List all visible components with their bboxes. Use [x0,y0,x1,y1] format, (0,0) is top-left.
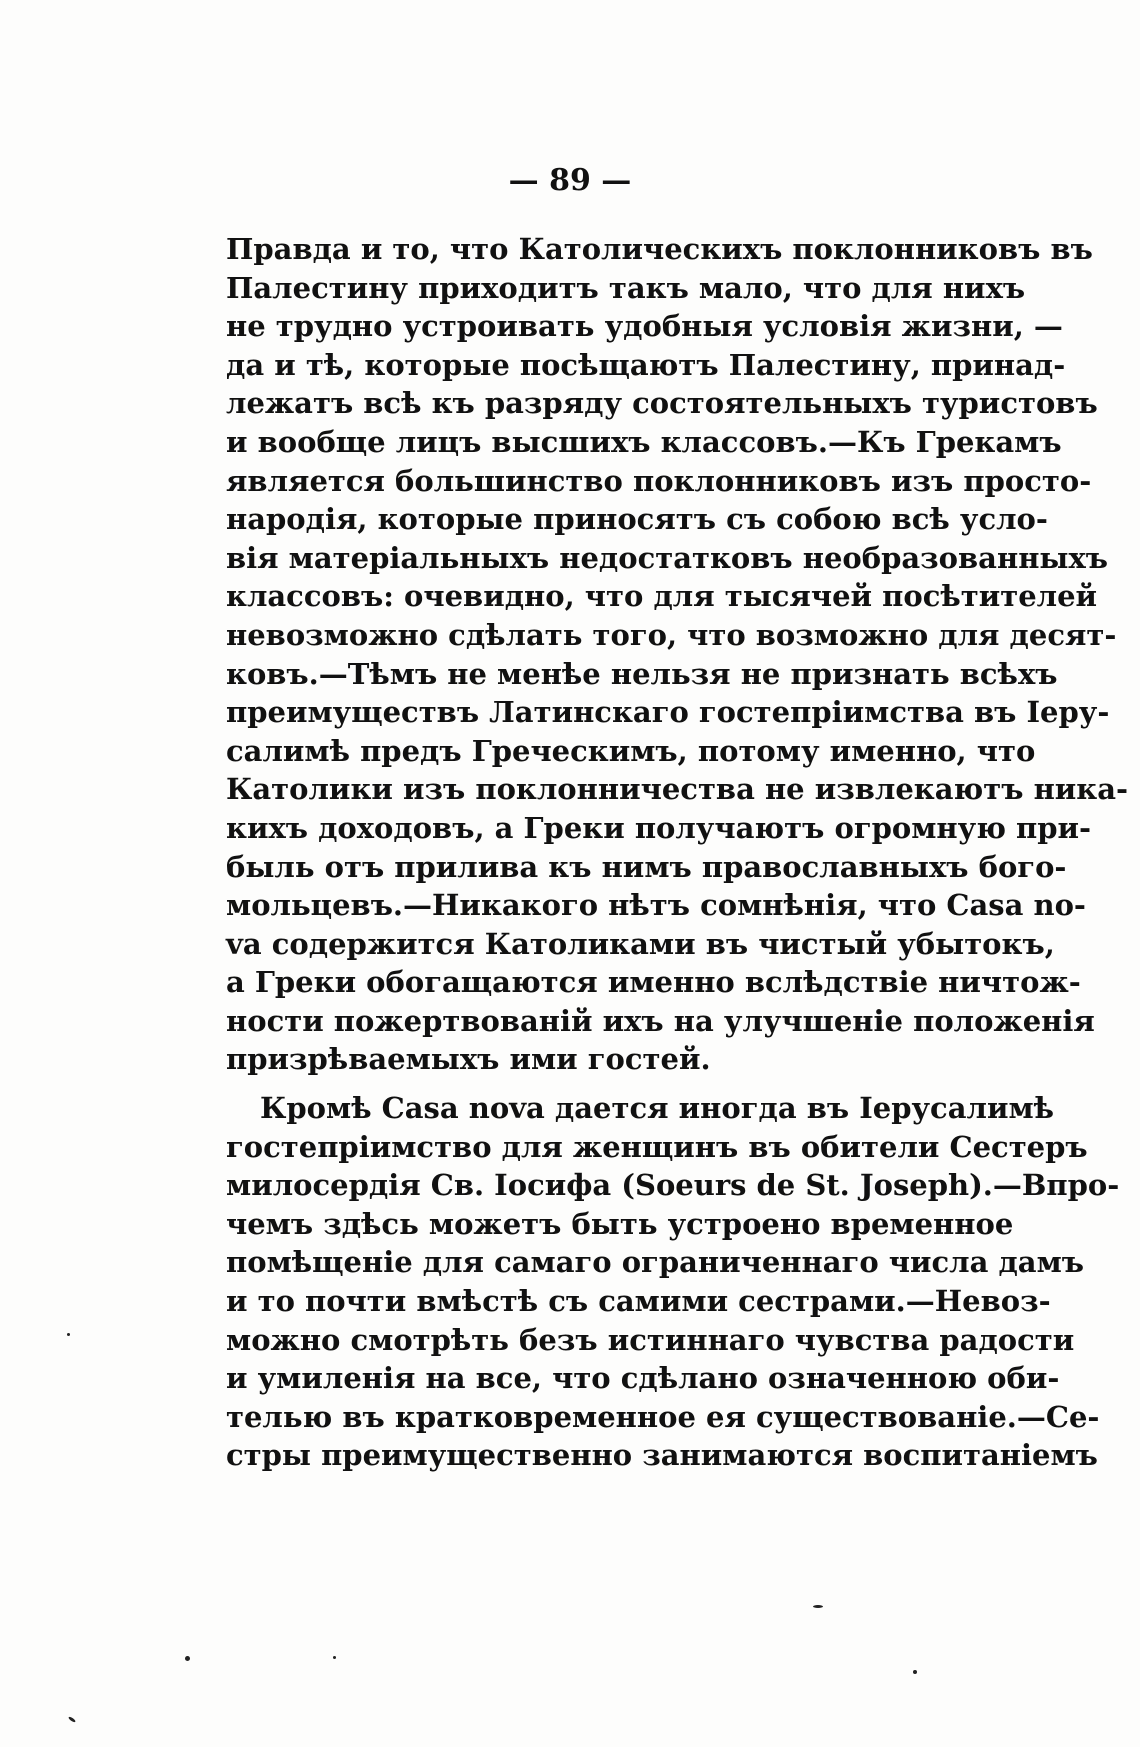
text-line: вія матеріальныхъ недостатковъ необразованныхъ [226,540,1109,575]
scan-speck [813,1605,823,1608]
scan-speck [185,1656,190,1661]
scan-speck [68,1716,76,1723]
text-line: Католики изъ поклонничества не извлекаютъ ника- [226,772,1129,807]
text-line: стры преимущественно занимаются воспитаніемъ [226,1438,1098,1473]
text-line: Правда и то, что Католическихъ поклонниковъ въ [226,232,1093,266]
text-line: кихъ доходовъ, а Греки получаютъ огромную при- [226,810,1092,845]
text-line: быль отъ прилива къ нимъ православныхъ бого- [226,849,1067,884]
text-line: лежатъ всѣ къ разряду состоятельныхъ туристовъ [226,386,1098,421]
text-line: чемъ здѣсь можетъ быть устроено временное [226,1206,1014,1241]
body-text [226,230,1129,1475]
text-line: телью въ кратковременное ея существованіе.—Се- [226,1399,1100,1434]
text-line: мольцевъ.—Никакого нѣтъ сомнѣнія, что Casa no- [226,888,1086,923]
text-line: милосердія Св. Іосифа (Soeurs de St. Joseph).—Впро- [226,1168,1120,1203]
text-line: является большинство поклонниковъ изъ просто- [226,463,1092,498]
scan-speck [333,1656,336,1659]
text-line: народія, которые приносятъ съ собою всѣ усло- [226,502,1048,537]
text-line: да и тѣ, которые посѣщаютъ Палестину, принад- [226,347,1066,382]
text-line: Палестину приходитъ такъ мало, что для нихъ [226,270,1026,305]
text-line: ковъ.—Тѣмъ не менѣе нельзя не признать всѣхъ [226,656,1058,691]
text-line: и умиленія на все, что сдѣлано означенною оби- [226,1361,1060,1396]
paragraph-break [226,1079,976,1089]
text-line: Кромѣ Casa nova дается иногда въ Іерусалимѣ [260,1091,1055,1126]
text-line: преимуществъ Латинскаго гостепріимства въ Іеру- [226,695,1110,730]
text-line: невозможно сдѣлать того, что возможно для десят- [226,617,1117,652]
scan-speck [67,1333,70,1336]
text-line: классовъ: очевидно, что для тысячей посѣтителей [226,579,1098,614]
text-line: а Греки обогащаются именно вслѣдствіе ничтож- [226,965,1081,1000]
text-line: и то почти вмѣстѣ съ самими сестрами.—Невоз- [226,1284,1051,1319]
scan-speck [913,1670,917,1674]
text-line: салимѣ предъ Греческимъ, потому именно, что [226,733,1036,768]
text-line: ности пожертвованій ихъ на улучшеніе положенія [226,1003,1095,1038]
text-line: гостепріимство для женщинъ въ обители Сестеръ [226,1129,1088,1164]
text-line: помѣщеніе для самаго ограниченнаго числа дамъ [226,1245,1085,1280]
text-line: не трудно устроивать удобныя условія жизни, — [226,309,1063,344]
page-number: — 89 — [508,163,632,198]
text-line: можно смотрѣть безъ истиннаго чувства радости [226,1322,1075,1357]
text-line: призрѣваемыхъ ими гостей. [226,1042,711,1077]
text-line: va содержится Католиками въ чистый убытокъ, [226,926,1055,961]
text-line: и вообще лицъ высшихъ классовъ.—Къ Грекамъ [226,424,1062,459]
